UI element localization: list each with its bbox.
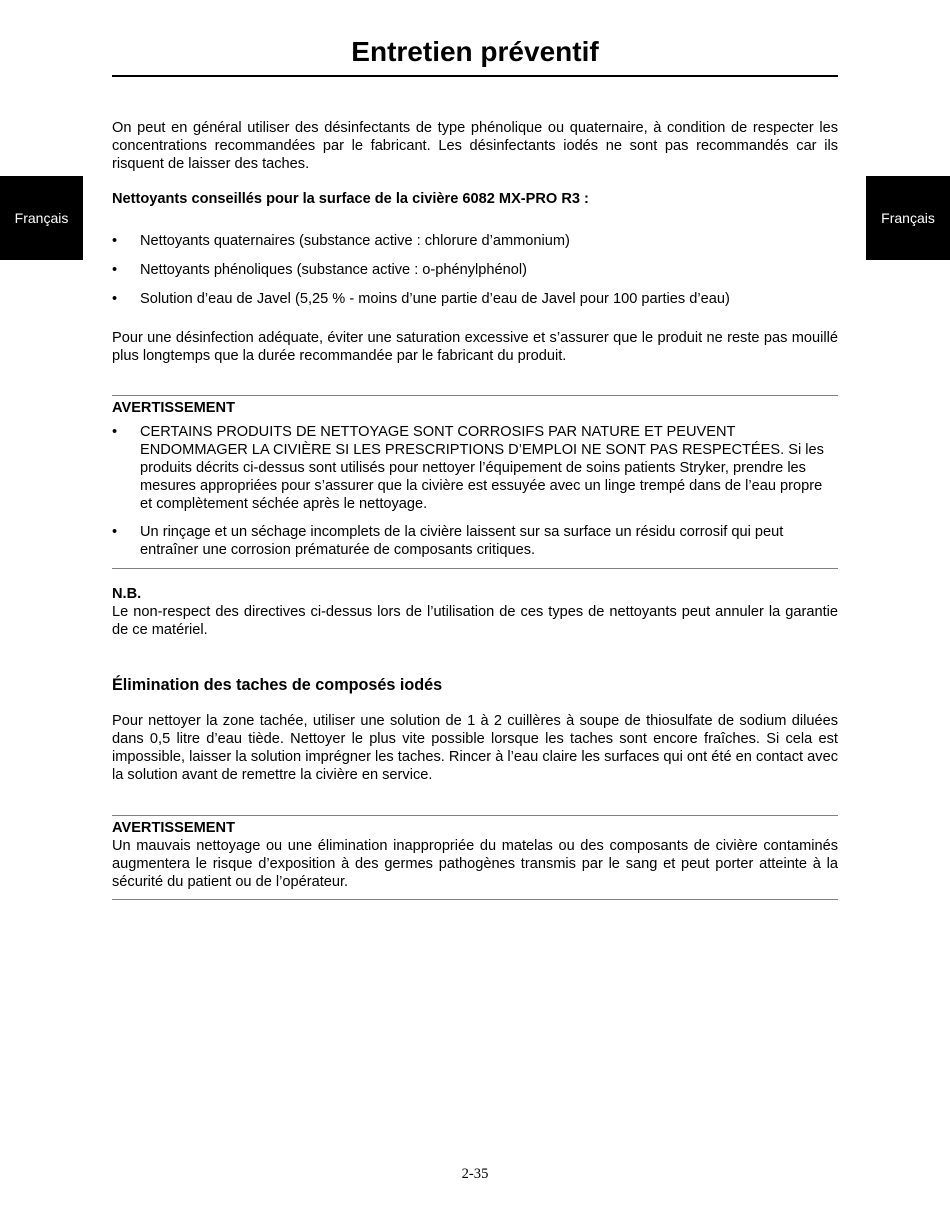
list-item [112, 290, 838, 308]
disinfection-section [112, 329, 838, 365]
warning-heading: AVERTISSEMENT [112, 820, 235, 836]
list-item [112, 261, 838, 279]
language-tab-label: Français [14, 210, 69, 226]
warning-top-divider [112, 815, 838, 816]
warning-list [112, 423, 838, 559]
bullet-icon: • [112, 291, 118, 307]
language-tab-left [0, 176, 83, 260]
intro-paragraph: On peut en général utiliser des désinfectants de type phénolique ou quaternaire, à condition de respecter les concentrations recommandées par le fabricant. Les désinfectants iodés ne sont pas recommandés car ils risquent de laisser des taches. [112, 120, 838, 172]
list-item-text: Solution d’eau de Javel (5,25 % - moins d’une partie d’eau de Javel pour 100 parties d’eau) [140, 291, 730, 307]
bullet-icon: • [112, 262, 118, 278]
list-item-text: Nettoyants phénoliques (substance active : o-phénylphénol) [140, 262, 527, 278]
page-title: Entretien préventif [351, 36, 599, 67]
warning-bottom-divider [112, 899, 838, 900]
warning-text: Un mauvais nettoyage ou une élimination inappropriée du matelas ou des composants de civière contaminés augmentera le risque d’exposition à des germes pathogènes transmis par le sang et peut porter atteinte à la sécurité du patient ou de l’opérateur. [112, 838, 838, 890]
bullet-icon: • [112, 424, 118, 440]
list-item [112, 523, 838, 559]
page-number: 2-35 [461, 1166, 489, 1182]
cleaners-heading: Nettoyants conseillés pour la surface de la civière 6082 MX-PRO R3 : [112, 191, 589, 207]
warning-top-divider [112, 395, 838, 396]
list-item-text: Un rinçage et un séchage incomplets de la civière laissent sur sa surface un résidu corrosif qui peut entraîner une corrosion prématurée de composants critiques. [140, 524, 784, 558]
warning-heading: AVERTISSEMENT [112, 400, 235, 416]
title-divider [112, 75, 838, 77]
bullet-icon: • [112, 524, 118, 540]
language-tab-right [866, 176, 950, 260]
intro-section [112, 119, 838, 173]
section-heading: Élimination des taches de composés iodés [112, 676, 443, 694]
list-item [112, 232, 838, 250]
cleaners-list [112, 232, 838, 308]
language-tab-label: Français [881, 210, 935, 226]
list-item-text: Nettoyants quaternaires (substance active : chlorure d’ammonium) [140, 233, 570, 249]
warning-bottom-divider [112, 568, 838, 569]
list-item [112, 423, 838, 513]
cleaners-section [112, 190, 838, 308]
note-text: Le non-respect des directives ci-dessus lors de l’utilisation de ces types de nettoyants peut annuler la garantie de ce matériel. [112, 604, 838, 638]
note-heading: N.B. [112, 586, 142, 602]
iodine-section [112, 675, 838, 784]
disinfection-note: Pour une désinfection adéquate, éviter une saturation excessive et s’assurer que le produit ne reste pas mouillé plus longtemps que la durée recommandée par le fabricant du produit. [112, 330, 838, 364]
list-item-text: CERTAINS PRODUITS DE NETTOYAGE SONT CORROSIFS PAR NATURE ET PEUVENT ENDOMMAGER LA CIVIÈRE SI LES PRESCRIPTIONS D’EMPLOI NE SONT PAS RESPECTÉES. Si les produits décrits ci-dessus sont utilisés pour nettoyer l’équipement de soins patients Stryker, prendre les mesures appropriées pour s’assurer que la civière est essuyée avec un linge trempé dans de l’eau propre et complètement séchée après le nettoyage. [140, 424, 824, 512]
note-block [112, 585, 838, 639]
warning-block [112, 819, 838, 891]
warning-block [112, 399, 838, 559]
iodine-paragraph: Pour nettoyer la zone tachée, utiliser une solution de 1 à 2 cuillères à soupe de thiosulfate de sodium diluées dans 0,5 litre d’eau tiède. Nettoyer le plus vite possible lorsque les taches sont encore fraîches. Si cela est impossible, laisser la solution imprégner les taches. Rincer à l’eau claire les surfaces qui ont été en contact avec la solution avant de remettre la civière en service. [112, 713, 838, 783]
bullet-icon: • [112, 233, 118, 249]
